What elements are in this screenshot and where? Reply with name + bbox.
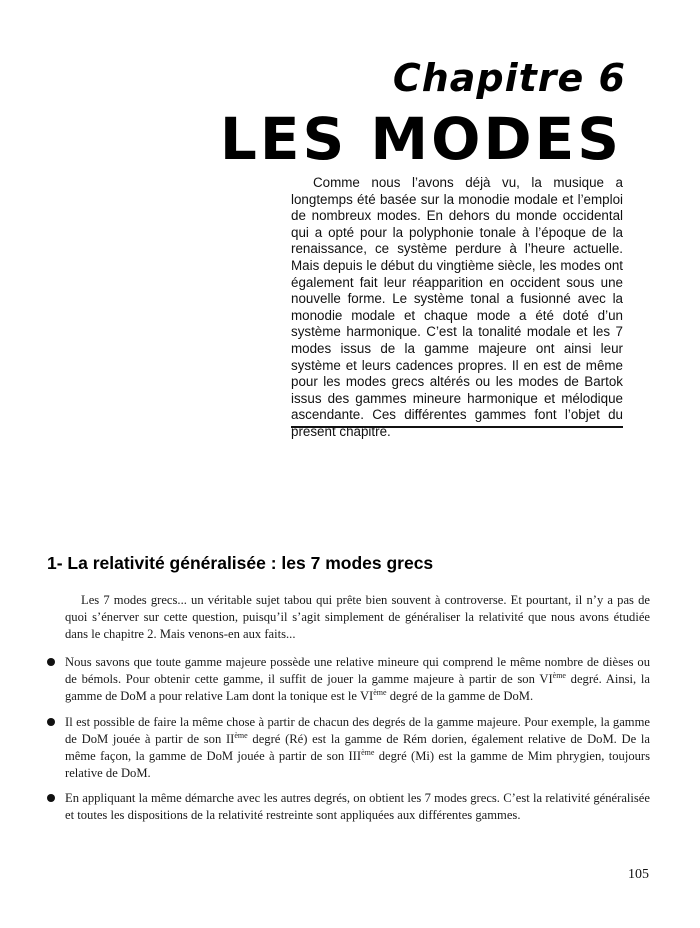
section-paragraph: Les 7 modes grecs... un véritable sujet tabou qui prête bien souvent à controverse. Et pourtant, il n’y a pas de quoi s’énerver sur cette question, puisqu’il s’agit simplement de généraliser la relativité que nous avons étudiée dans le chapitre 2. Mais venons-en aux faits... xyxy=(65,593,650,641)
section-heading: 1- La relativité généralisée : les 7 modes grecs xyxy=(47,553,434,573)
chapter-title: LES MODES xyxy=(219,105,622,173)
bullet-dot-icon xyxy=(47,718,55,726)
bullet-text: Nous savons que toute gamme majeure possède une relative mineure qui comprend le même nombre de dièses ou de bémols. Pour obtenir cette gamme, il suffit de jouer la gamme majeure à partir de son VIème degré. Ainsi, la gamme de DoM a pour relative Lam dont la tonique est le VIème degré de la gamme de DoM. xyxy=(65,655,650,703)
page-number: 105 xyxy=(628,867,649,882)
bullet-text: Il est possible de faire la même chose à partir de chacun des degrés de la gamme majeure. Pour exemple, la gamme de DoM jouée à partir de son IIème degré (Ré) est la gamme de Rém dorien, également relative de DoM. De la même façon, la gamme de DoM jouée à partir de son IIIème degré (Mi) est la gamme de Mim phrygien, toujours relative de DoM. xyxy=(65,715,651,780)
bullet-item-1 xyxy=(47,654,650,705)
bullet-dot-icon xyxy=(47,658,55,666)
bullet-item-2 xyxy=(47,714,650,782)
intro-paragraph: Comme nous l’avons déjà vu, la musique a longtemps été basée sur la monodie modale et l’emploi de nombreux modes. En dehors du monde occidental qui a opté pour la polyphonie tonale à l’époque de la renaissance, ce système perdure à l’heure actuelle. Mais depuis le début du vingtième siècle, les modes ont également fait leur réapparition en occident sous une nouvelle forme. Le système tonal a fusionné avec la monodie modale et chaque mode a été doté d’un système harmonique. C’est la tonalité modale et les 7 modes issus de la gamme majeure ont ainsi leur système et leurs cadences propres. Il en est de même pour les modes grecs altérés ou les modes de Bartok issus des gammes mineure harmonique et mélodique ascendante. Ces différentes gammes font l’objet du présent chapitre. xyxy=(291,175,623,439)
bullet-item-3 xyxy=(47,790,650,824)
bullet-dot-icon xyxy=(47,794,55,802)
chapter-label: Chapitre 6 xyxy=(392,56,626,100)
intro-divider xyxy=(291,426,623,428)
bullet-text: En appliquant la même démarche avec les autres degrés, on obtient les 7 modes grecs. C’est la relativité généralisée et toutes les dispositions de la relativité restreinte sont appliquées aux différentes gammes. xyxy=(65,791,650,822)
